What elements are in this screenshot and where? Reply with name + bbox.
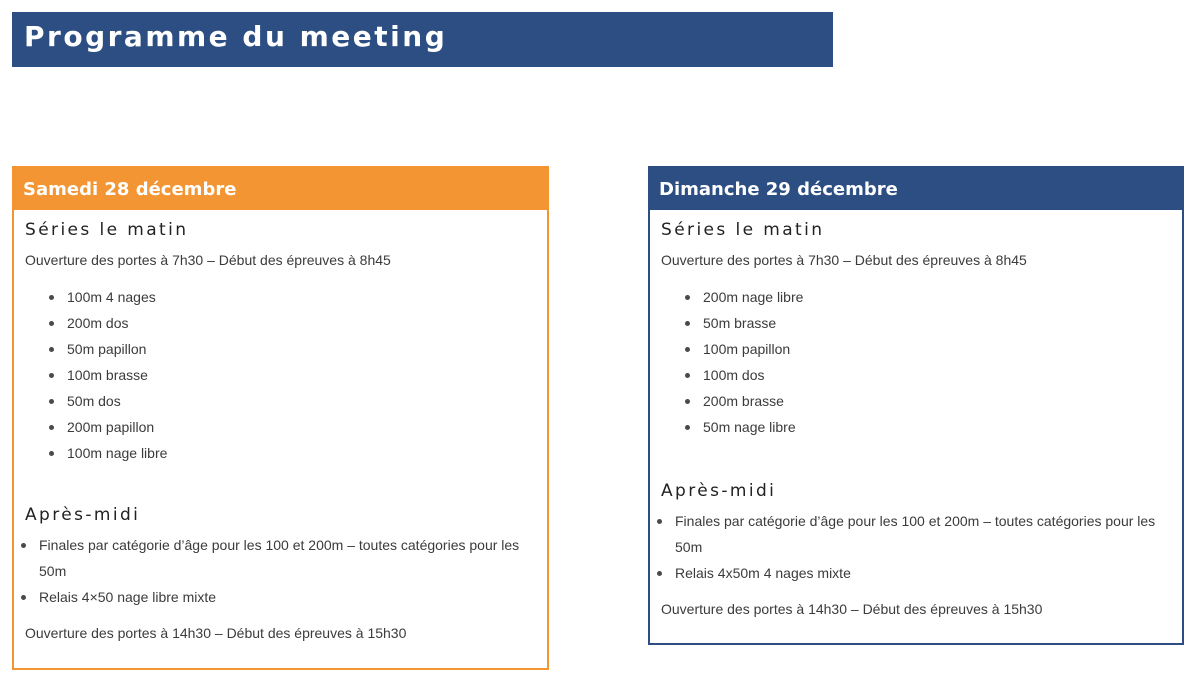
saturday-morning-info: Ouverture des portes à 7h30 – Début des épreuves à 8h45	[25, 252, 391, 268]
list-item: 50m papillon	[25, 336, 536, 362]
list-item: 50m dos	[25, 388, 536, 414]
page-title: Programme du meeting	[24, 19, 448, 53]
list-item: 100m brasse	[25, 362, 536, 388]
sunday-card	[648, 166, 1184, 645]
saturday-afternoon-items	[25, 532, 536, 610]
list-item: 50m nage libre	[661, 414, 1171, 440]
page-title-bar	[12, 12, 833, 67]
list-item: Relais 4x50m 4 nages mixte	[661, 560, 1171, 586]
list-item: 200m nage libre	[661, 284, 1171, 310]
sunday-afternoon-info: Ouverture des portes à 14h30 – Début des épreuves à 15h30	[661, 601, 1043, 617]
saturday-afternoon-info: Ouverture des portes à 14h30 – Début des épreuves à 15h30	[25, 625, 407, 641]
list-item: 200m brasse	[661, 388, 1171, 414]
saturday-afternoon-title: Après-midi	[25, 505, 141, 525]
sunday-header: Dimanche 29 décembre	[650, 168, 1182, 210]
sunday-morning-info: Ouverture des portes à 7h30 – Début des épreuves à 8h45	[661, 252, 1027, 268]
list-item: Relais 4×50 nage libre mixte	[25, 584, 536, 610]
list-item: Finales par catégorie d’âge pour les 100 et 200m – toutes catégories pour les 50m	[661, 508, 1171, 560]
list-item: 100m papillon	[661, 336, 1171, 362]
saturday-body	[14, 210, 547, 646]
saturday-morning-events	[25, 284, 536, 466]
list-item: 100m nage libre	[25, 440, 536, 466]
list-item: 100m dos	[661, 362, 1171, 388]
sunday-afternoon-title: Après-midi	[661, 481, 777, 501]
sunday-morning-title: Séries le matin	[661, 220, 825, 240]
sunday-body	[650, 210, 1182, 622]
saturday-header: Samedi 28 décembre	[14, 168, 547, 210]
saturday-card	[12, 166, 549, 670]
sunday-afternoon-items	[661, 508, 1171, 586]
list-item: 100m 4 nages	[25, 284, 536, 310]
list-item: 50m brasse	[661, 310, 1171, 336]
list-item: 200m papillon	[25, 414, 536, 440]
saturday-morning-title: Séries le matin	[25, 220, 189, 240]
list-item: Finales par catégorie d’âge pour les 100 et 200m – toutes catégories pour les 50m	[25, 532, 536, 584]
sunday-morning-events	[661, 284, 1171, 440]
list-item: 200m dos	[25, 310, 536, 336]
